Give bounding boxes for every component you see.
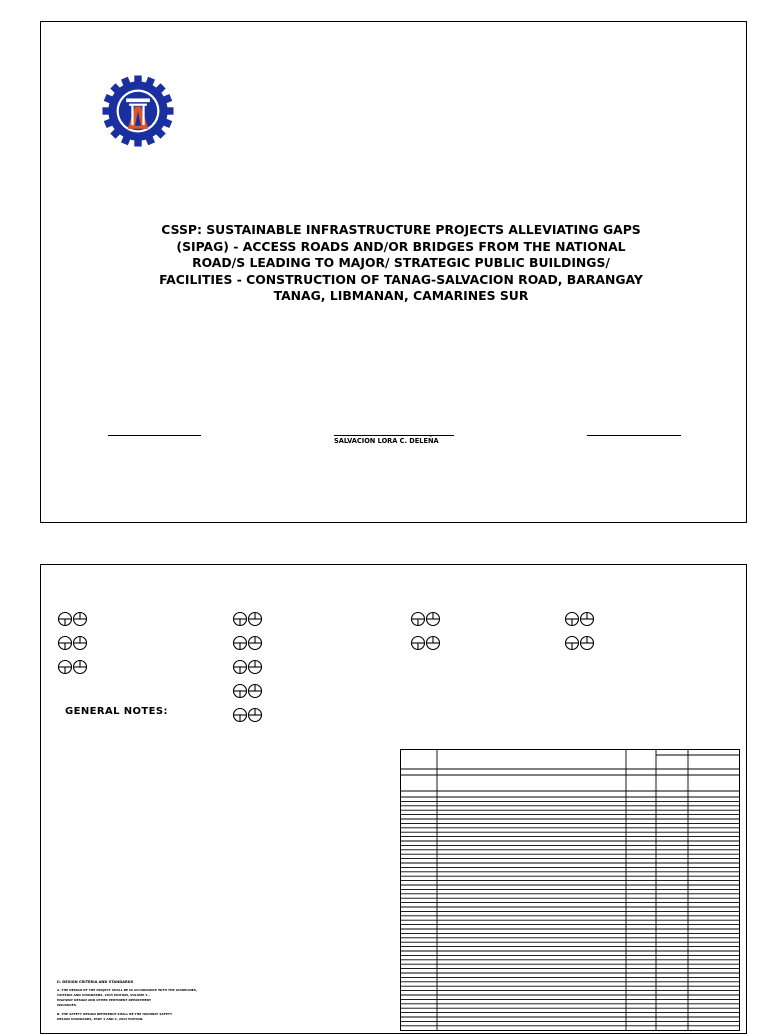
signature-line-left	[108, 435, 201, 436]
section-symbol-icon	[232, 611, 264, 627]
section-symbol-icon	[232, 635, 264, 651]
general-notes-sheet	[40, 564, 747, 1034]
design-criteria-line: B. THE SAFETY DESIGN REFERENCE SHALL BE THE HIGHWAY SAFETY	[57, 1012, 173, 1016]
section-symbol-icon	[232, 659, 264, 675]
signature-line-center	[334, 435, 454, 436]
design-criteria-line: CRITERIA AND STANDARDS, 2015 EDITION, VOLUME 4 -	[57, 993, 150, 997]
design-criteria-heading: II. DESIGN CRITERIA AND STANDARDS	[57, 980, 134, 984]
section-symbol-icon	[564, 635, 596, 651]
general-notes-heading: GENERAL NOTES:	[65, 706, 168, 717]
design-criteria-line: A. THE DESIGN OF THE PROJECT SHALL BE IN ACCORDANCE WITH THE GUIDELINES,	[57, 988, 198, 992]
project-title	[121, 222, 681, 305]
title-line: CSSP: SUSTAINABLE INFRASTRUCTURE PROJECTS ALLEVIATING GAPS	[161, 222, 641, 237]
title-line: (SIPAG) - ACCESS ROADS AND/OR BRIDGES FROM THE NATIONAL	[176, 238, 626, 254]
section-symbol-icon	[410, 611, 442, 627]
dpwh-gear-logo-icon	[101, 74, 175, 148]
section-symbol-icon	[57, 659, 89, 675]
cover-sheet	[40, 21, 747, 523]
design-criteria-line: HIGHWAY DESIGN AND OTHER PERTINENT DEPARTMENT	[57, 998, 152, 1002]
section-symbol-icon	[564, 611, 596, 627]
signature-line-right	[587, 435, 681, 436]
title-line: ROAD/S LEADING TO MAJOR/ STRATEGIC PUBLIC BUILDINGS/	[192, 255, 610, 270]
title-line: TANAG, LIBMANAN, CAMARINES SUR	[273, 288, 529, 303]
summary-table	[400, 749, 740, 1031]
section-symbol-icon	[410, 635, 442, 651]
section-symbol-icon	[232, 683, 264, 699]
section-symbol-icon	[57, 611, 89, 627]
section-symbol-icon	[57, 635, 89, 651]
design-criteria-line: ISSUANCES.	[57, 1003, 78, 1007]
title-line: FACILITIES - CONSTRUCTION OF TANAG-SALVACION ROAD, BARANGAY	[159, 271, 643, 287]
signatory-name: SALVACION LORA C. DELEÑA	[334, 437, 439, 445]
design-criteria-line: DESIGN STANDARDS, PART 1 AND 2, 2012 EDITION.	[57, 1017, 144, 1021]
section-symbol-icon	[232, 707, 264, 723]
